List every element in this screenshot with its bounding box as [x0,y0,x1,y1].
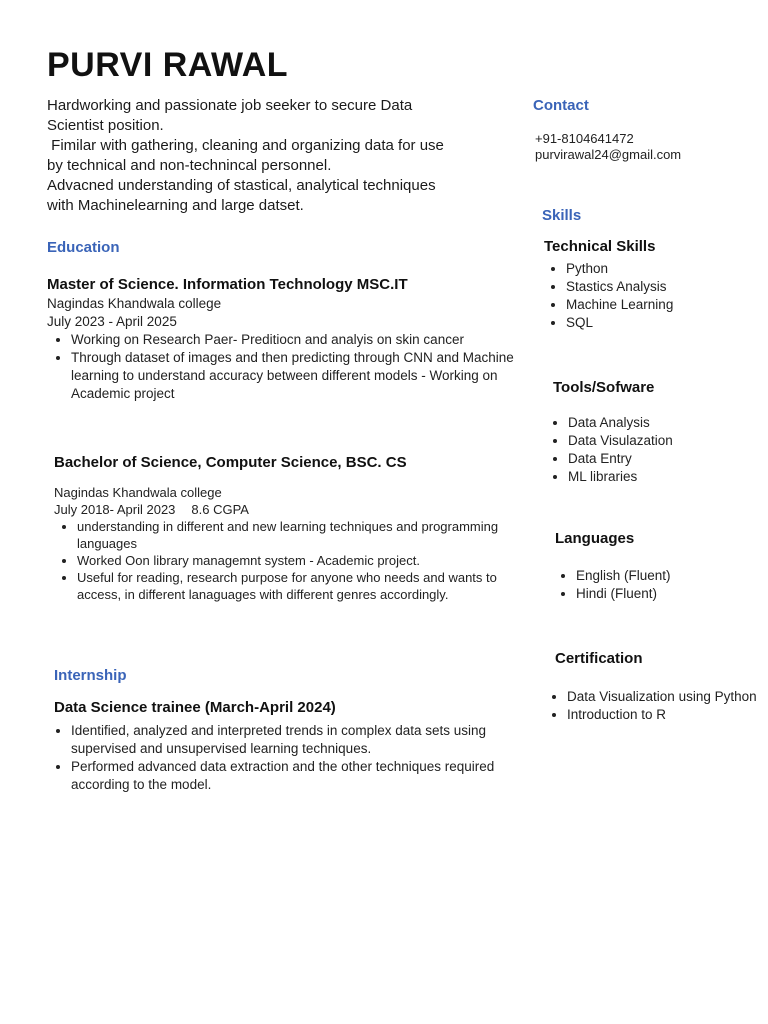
summary-line: Fimilar with gathering, cleaning and organizing data for use [47,137,444,154]
list-item: • understanding in different and new learning techniques and programming languages [77,518,537,552]
tools-list [544,414,768,486]
profile-summary [47,96,487,216]
masters-dates: July 2023 - April 2025 [47,314,177,329]
contact-email: purvirawal24@gmail.com [535,147,682,162]
list-item: • Identified, analyzed and interpreted trends in complex data sets using supervised and unsupervised learning techniques. [71,722,515,758]
internship-bullets [47,722,515,794]
tools-heading: Tools/Sofware [553,379,655,396]
bachelors-degree: Bachelor of Science, Computer Science, BSC. CS [54,454,407,471]
list-item: • ML libraries [568,468,768,486]
list-item: • Through dataset of images and then predicting through CNN and Machine learning to understand accuracy between different models - Working on Academic project [71,349,515,403]
bachelors-dates-row [54,501,249,518]
list-item: • Machine Learning [566,296,766,314]
summary-line: Advacned understanding of stastical, analytical techniques [47,177,436,194]
list-item: • Useful for reading, research purpose for anyone who needs and wants to access, in different lanaguages with different genres accordingly. [77,569,537,603]
internship-title: Data Science trainee (March-April 2024) [54,699,336,716]
candidate-name: PURVI RAWAL [47,46,289,84]
list-item: • Performed advanced data extraction and the other techniques required according to the model. [71,758,515,794]
summary-line: Scientist position. [47,117,164,134]
list-item: • Data Visulazation [568,432,768,450]
bachelors-college: Nagindas Khandwala college [54,485,222,500]
languages-list [552,567,768,603]
list-item: • Data Visualization using Python [567,688,757,706]
masters-bullets [47,331,515,403]
summary-line: Hardworking and passionate job seeker to secure Data [47,97,413,114]
technical-skills-list [542,260,766,332]
list-item: • Stastics Analysis [566,278,766,296]
skills-heading: Skills [542,207,582,224]
contact-heading: Contact [533,97,589,114]
contact-phone: +91-8104641472 [535,131,634,146]
list-item: • Python [566,260,766,278]
list-item: • SQL [566,314,766,332]
list-item: • Working on Research Paer- Preditiocn and analyis on skin cancer [71,331,515,349]
languages-heading: Languages [555,530,635,547]
internship-heading: Internship [54,667,127,684]
list-item: • Introduction to R [567,706,757,724]
list-item: • English (Fluent) [576,567,768,585]
list-item: • Hindi (Fluent) [576,585,768,603]
certification-list [543,688,757,724]
bachelors-cgpa: 8.6 CGPA [191,502,249,517]
masters-degree: Master of Science. Information Technology MSC.IT [47,276,408,293]
masters-college: Nagindas Khandwala college [47,296,222,311]
certification-heading: Certification [555,650,643,667]
list-item: • Data Analysis [568,414,768,432]
bachelors-dates: July 2018- April 2023 [54,502,176,517]
bachelors-bullets [53,518,537,603]
technical-skills-heading: Technical Skills [544,238,656,255]
summary-line: with Machinelearning and large datset. [47,197,304,214]
education-heading: Education [47,239,120,256]
list-item: • Worked Oon library managemnt system - Academic project. [77,552,537,569]
summary-line: by technical and non-technincal personnel. [47,157,332,174]
list-item: • Data Entry [568,450,768,468]
